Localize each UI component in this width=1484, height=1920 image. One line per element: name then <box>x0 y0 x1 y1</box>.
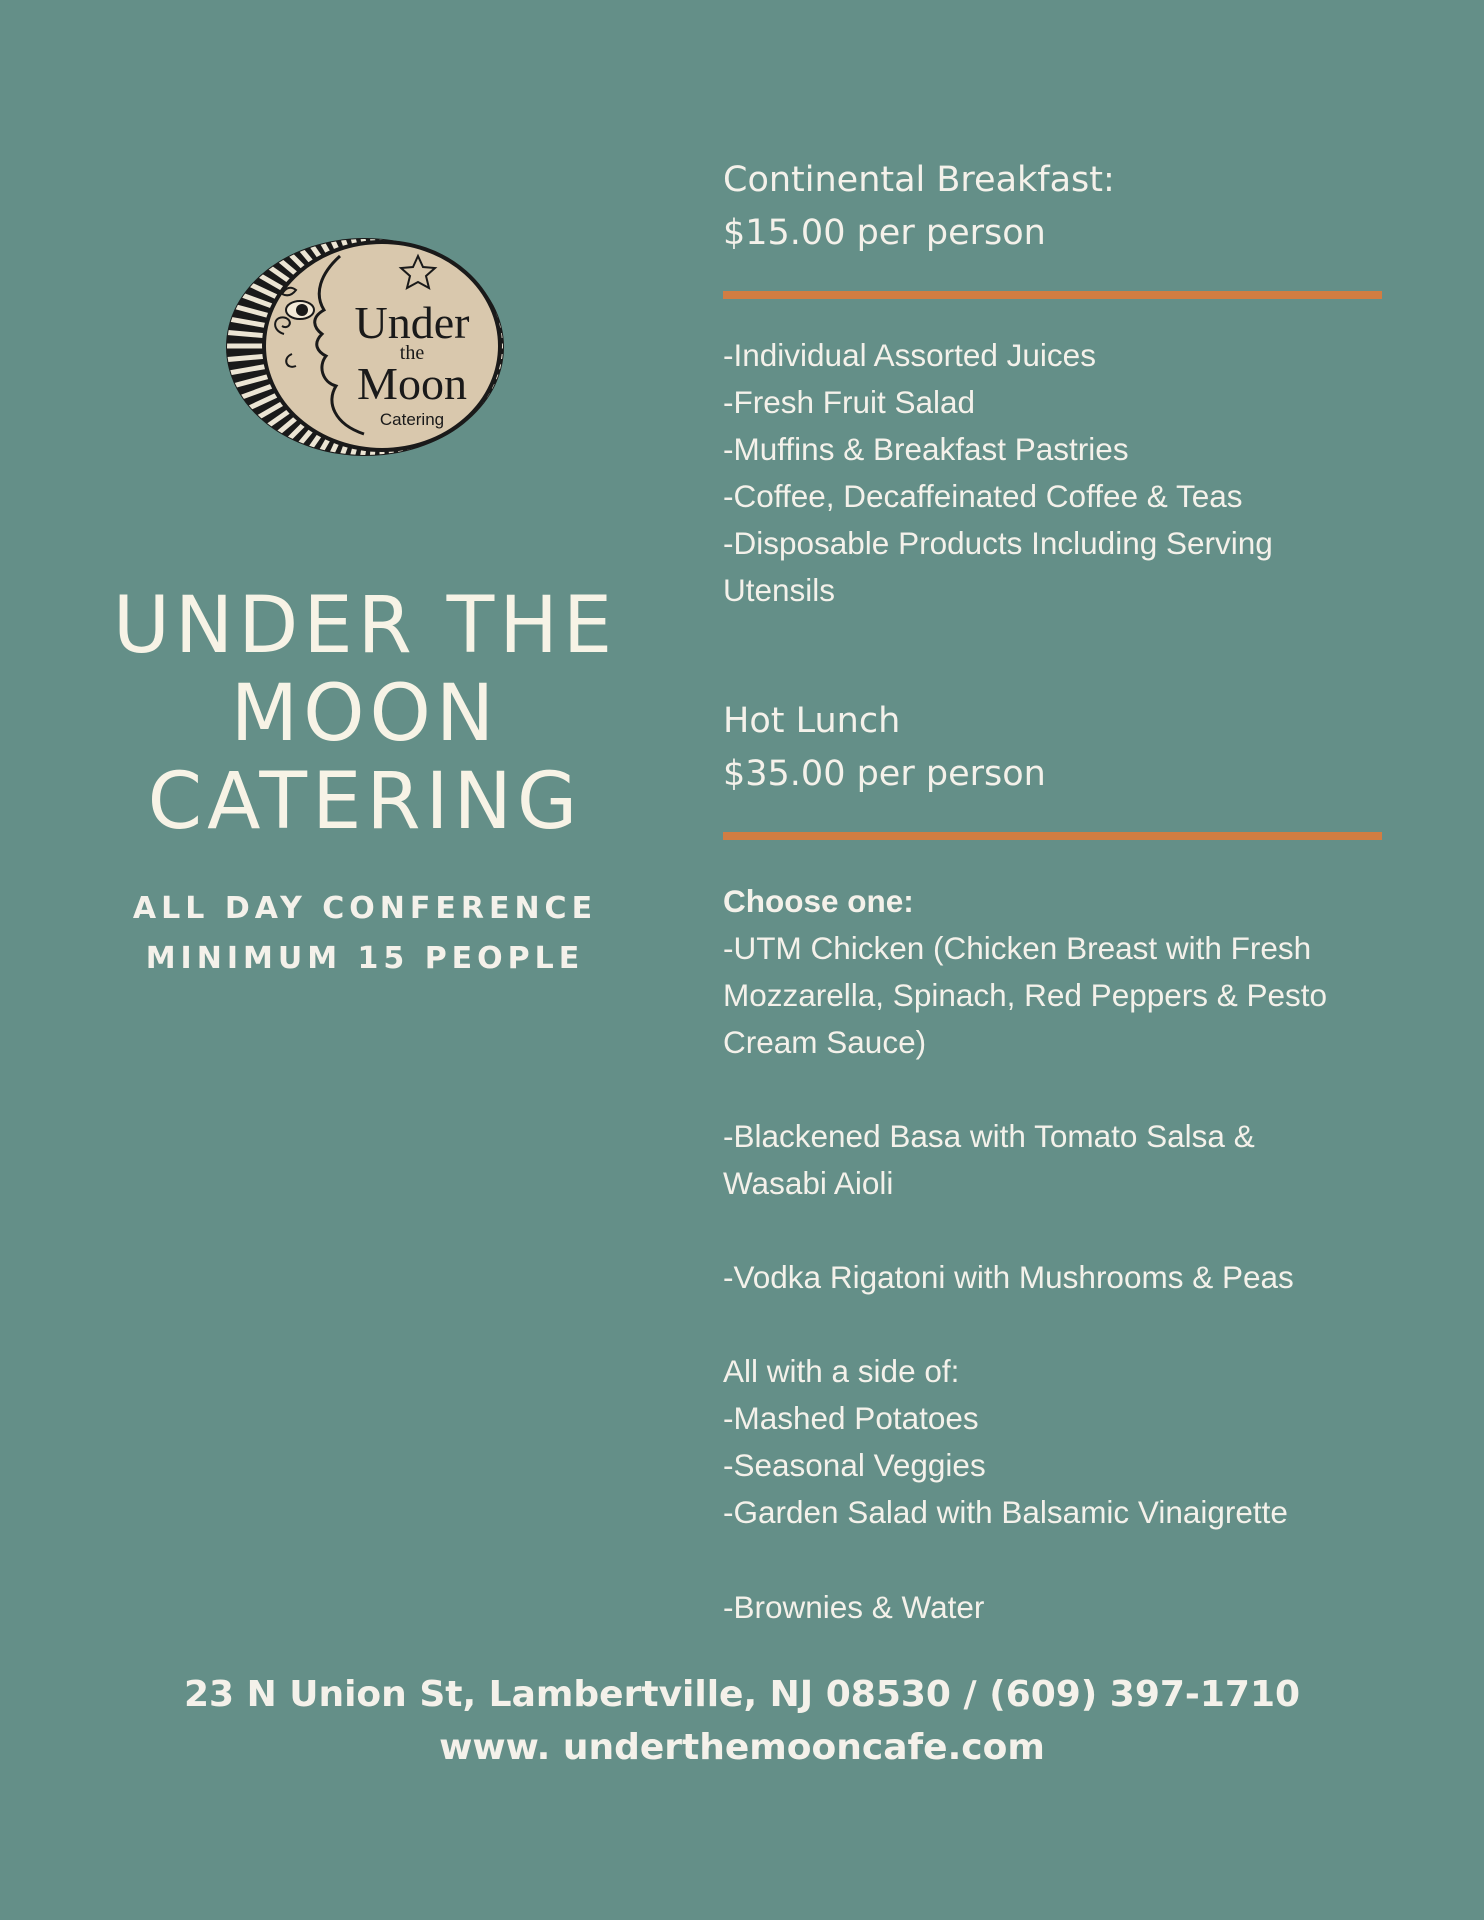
list-item: Cream Sauce) <box>723 1024 927 1060</box>
list-item: -Individual Assorted Juices <box>723 337 1096 373</box>
under-the-moon-logo <box>222 234 508 460</box>
list-item: All with a side of: <box>723 1353 960 1389</box>
list-item: -Mashed Potatoes <box>723 1400 979 1436</box>
brand-line: CATERING <box>147 757 583 847</box>
list-item: -Muffins & Breakfast Pastries <box>723 431 1129 467</box>
list-item: Utensils <box>723 572 836 608</box>
footer-address: 23 N Union St, Lambertville, NJ 08530 / (609) 397-1710 <box>183 1674 1301 1715</box>
lunch-heading <box>723 695 1383 801</box>
tagline-line: MINIMUM 15 PEOPLE <box>145 941 585 976</box>
list-item: -Blackened Basa with Tomato Salsa & <box>723 1118 1255 1154</box>
footer-website[interactable]: www. underthemooncafe.com <box>439 1727 1045 1768</box>
list-item: -Seasonal Veggies <box>723 1447 986 1483</box>
list-item: -Coffee, Decaffeinated Coffee & Teas <box>723 478 1243 514</box>
footer <box>0 1668 1484 1774</box>
list-item: -UTM Chicken (Chicken Breast with Fresh <box>723 930 1312 966</box>
list-item: Mozzarella, Spinach, Red Peppers & Pesto <box>723 977 1328 1013</box>
tagline <box>40 884 690 984</box>
logo-word-catering: Catering <box>379 410 445 429</box>
brand-line: UNDER THE <box>112 581 618 671</box>
list-item: -Disposable Products Including Serving <box>723 525 1273 561</box>
lunch-divider <box>723 832 1382 840</box>
lunch-title: Hot Lunch <box>723 701 901 741</box>
logo-word-moon: Moon <box>357 358 467 409</box>
breakfast-divider <box>723 291 1382 299</box>
logo-word-under: Under <box>354 297 470 348</box>
tagline-line: ALL DAY CONFERENCE <box>132 891 598 926</box>
lunch-price: $35.00 per person <box>723 754 1046 794</box>
breakfast-price: $15.00 per person <box>723 213 1046 253</box>
brand-line: MOON <box>230 669 500 759</box>
lunch-items <box>723 878 1383 1631</box>
breakfast-title: Continental Breakfast: <box>723 160 1115 200</box>
brand-title <box>40 582 690 846</box>
list-item: -Vodka Rigatoni with Mushrooms & Peas <box>723 1259 1294 1295</box>
choose-one-label: Choose one: <box>723 883 914 919</box>
list-item: Wasabi Aioli <box>723 1165 894 1201</box>
logo-word-the: the <box>399 342 425 364</box>
list-item: -Brownies & Water <box>723 1589 985 1625</box>
breakfast-items <box>723 332 1383 614</box>
list-item: -Fresh Fruit Salad <box>723 384 976 420</box>
breakfast-heading <box>723 154 1383 260</box>
list-item: -Garden Salad with Balsamic Vinaigrette <box>723 1494 1288 1530</box>
